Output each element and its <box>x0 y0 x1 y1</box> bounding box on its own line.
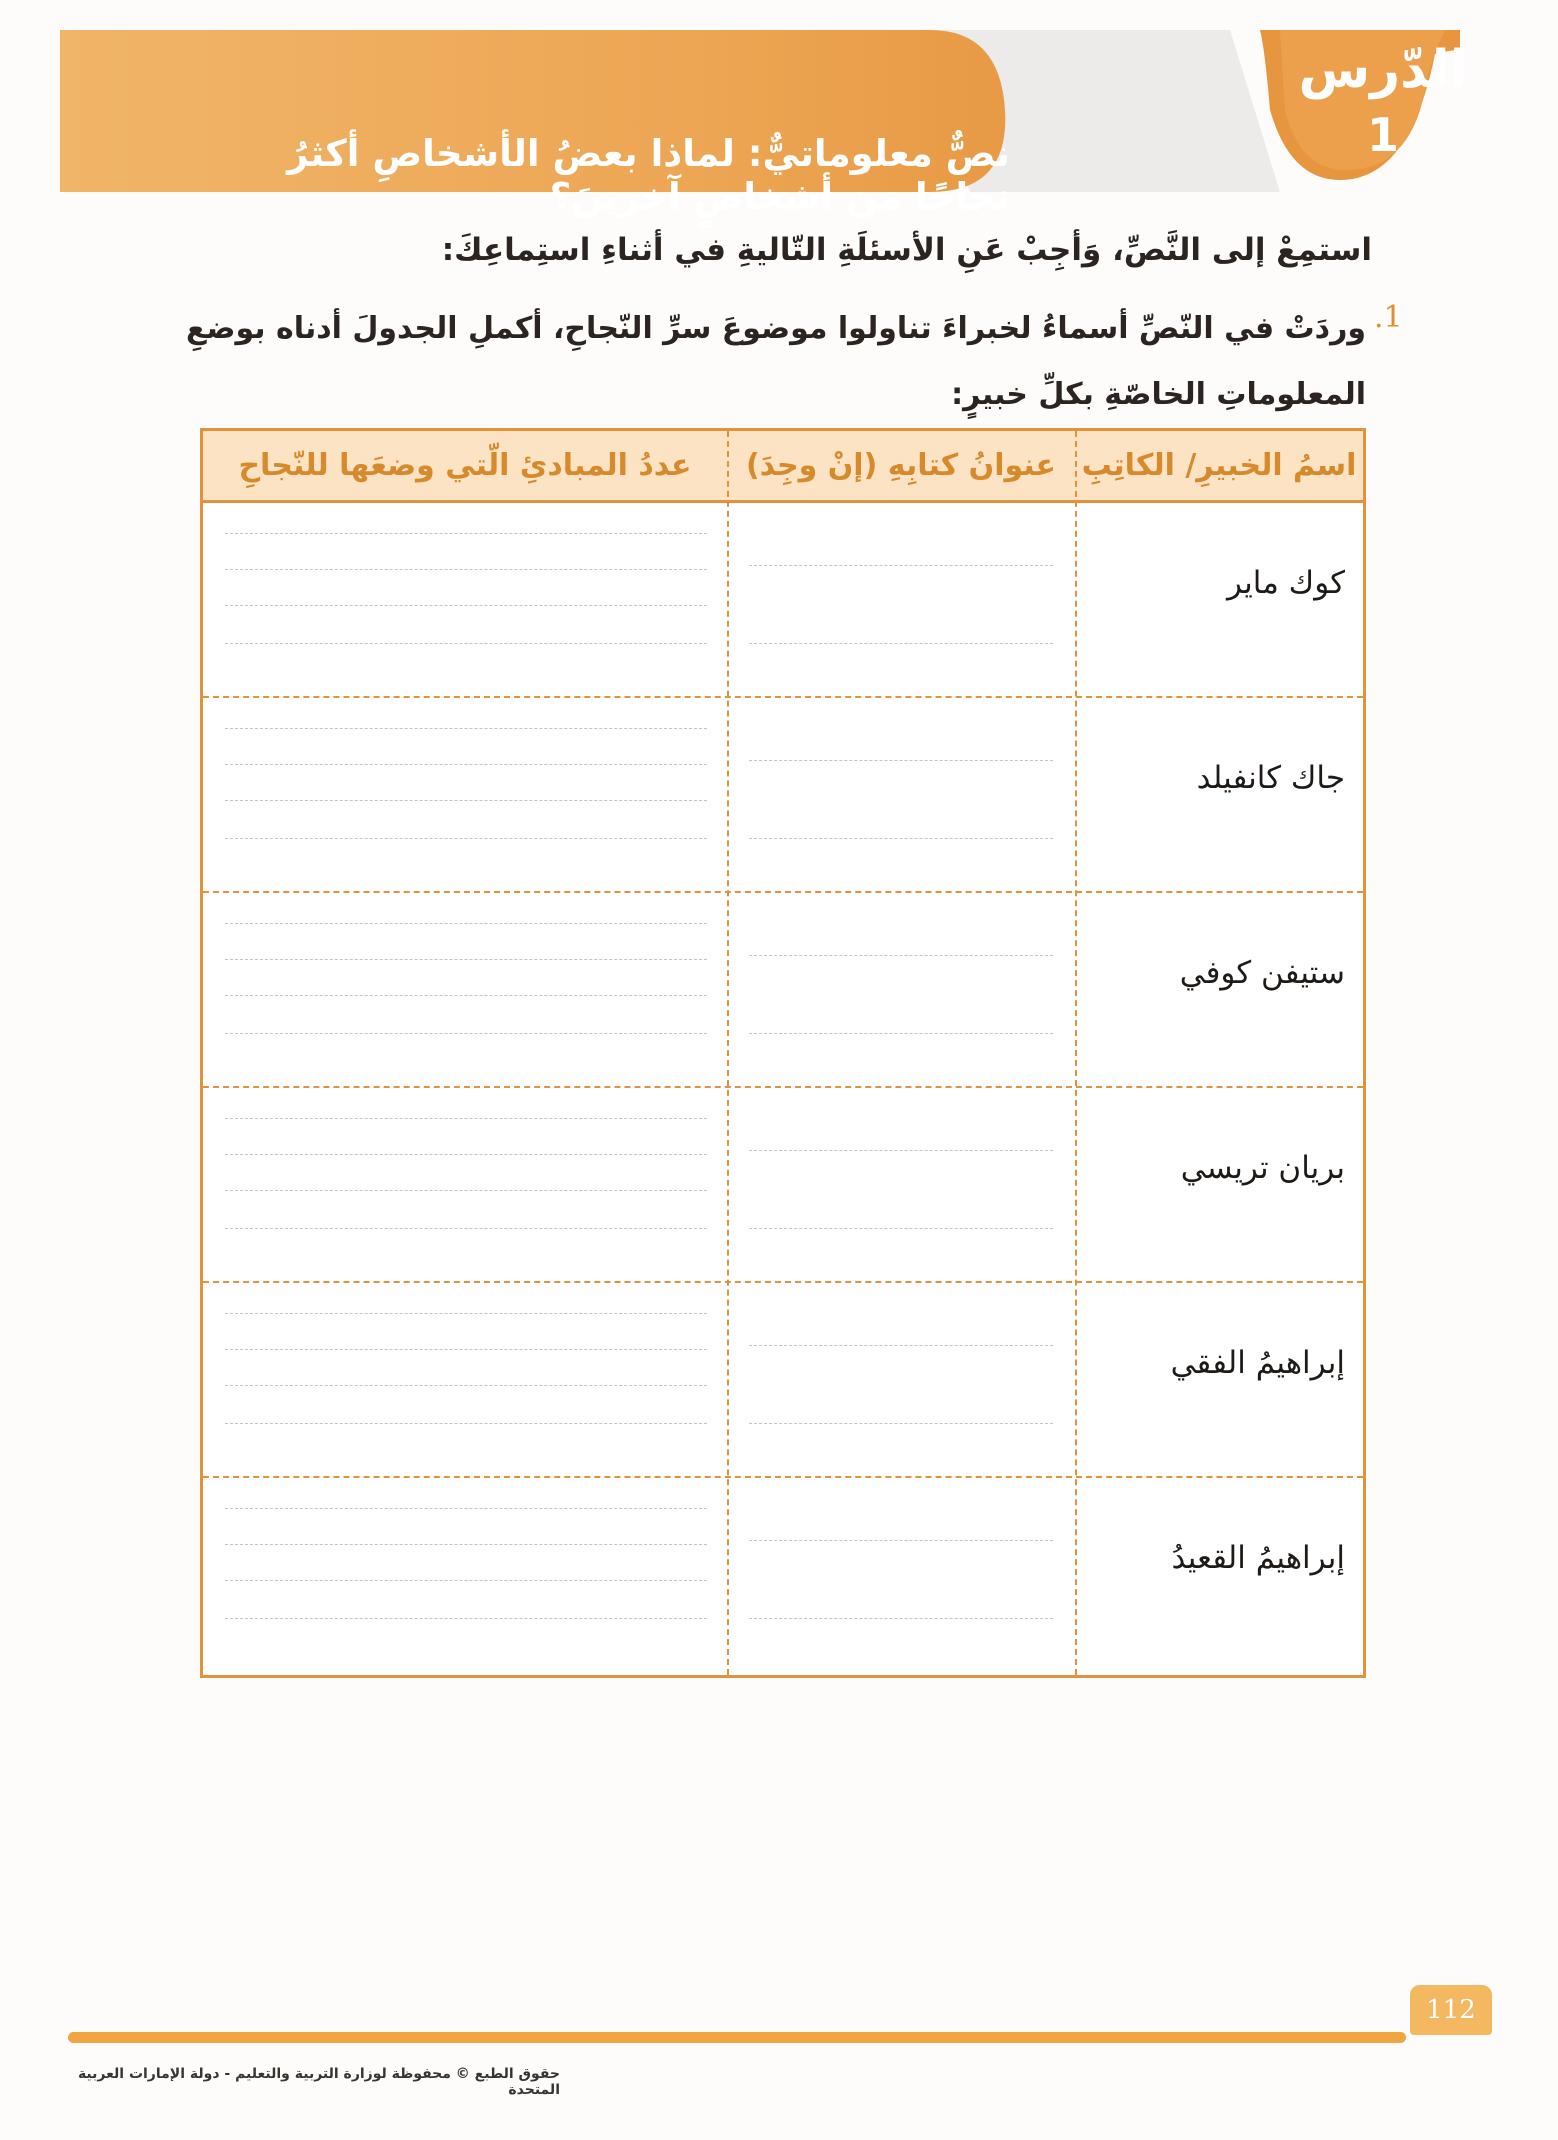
book-answer-line[interactable] <box>749 1033 1053 1034</box>
book-answer-line[interactable] <box>749 760 1053 761</box>
principles-answer-line[interactable] <box>225 1190 707 1191</box>
principles-answer-line[interactable] <box>225 569 707 570</box>
table-row <box>203 698 1363 893</box>
book-answer-line[interactable] <box>749 955 1053 956</box>
expert-name-cell: كوك ماير <box>1227 565 1345 601</box>
expert-name-cell: ستيفن كوفي <box>1179 955 1345 991</box>
book-answer-line[interactable] <box>749 643 1053 644</box>
principles-answer-line[interactable] <box>225 1349 707 1350</box>
principles-answer-line[interactable] <box>225 1423 707 1424</box>
book-answer-line[interactable] <box>749 1423 1053 1424</box>
principles-answer-line[interactable] <box>225 1118 707 1119</box>
principles-answer-line[interactable] <box>225 995 707 996</box>
book-answer-line[interactable] <box>749 1540 1053 1541</box>
principles-answer-line[interactable] <box>225 1313 707 1314</box>
column-header-expert-name: اسمُ الخبيرِ/ الكاتِبِ <box>1081 448 1357 483</box>
principles-answer-line[interactable] <box>225 1154 707 1155</box>
principles-answer-line[interactable] <box>225 800 707 801</box>
book-answer-line[interactable] <box>749 838 1053 839</box>
table-row <box>203 503 1363 698</box>
principles-answer-line[interactable] <box>225 605 707 606</box>
table-header-row <box>203 431 1363 503</box>
principles-answer-line[interactable] <box>225 1544 707 1545</box>
principles-answer-line[interactable] <box>225 1580 707 1581</box>
principles-answer-line[interactable] <box>225 764 707 765</box>
principles-answer-line[interactable] <box>225 1508 707 1509</box>
principles-answer-line[interactable] <box>225 643 707 644</box>
book-answer-line[interactable] <box>749 1345 1053 1346</box>
column-header-principles-count: عددُ المبادئِ الّتي وضعَها للنّجاحِ <box>238 448 692 483</box>
copyright-notice: حقوق الطبع © محفوظة لوزارة التربية والتعليم - دولة الإمارات العربية المتحدة <box>77 2066 560 2098</box>
table-row <box>203 1283 1363 1478</box>
experts-table <box>200 428 1366 1678</box>
lesson-title: نصٌّ معلوماتيٌّ: لماذا بعضُ الأشخاصِ أكثرُ نجاحًا من أشخاصٍ آخرينَ؟ <box>287 132 1010 218</box>
book-answer-line[interactable] <box>749 1228 1053 1229</box>
principles-answer-line[interactable] <box>225 728 707 729</box>
table-row <box>203 893 1363 1088</box>
table-row <box>203 1088 1363 1283</box>
page-number: 112 <box>1410 1985 1492 2035</box>
expert-name-cell: إبراهيمُ القعيدُ <box>1171 1540 1345 1576</box>
principles-answer-line[interactable] <box>225 1385 707 1386</box>
listening-instruction: استمِعْ إلى النَّصِّ، وَأجِبْ عَنِ الأسئلَةِ التّاليةِ في أثناءِ استِماعِكَ: <box>441 232 1372 268</box>
lesson-badge-number: 1 <box>1366 108 1399 162</box>
book-answer-line[interactable] <box>749 565 1053 566</box>
lesson-header <box>50 30 1460 218</box>
question-number: .1 <box>1374 300 1403 335</box>
book-answer-line[interactable] <box>749 1618 1053 1619</box>
table-row <box>203 1478 1363 1673</box>
book-answer-line[interactable] <box>749 1150 1053 1151</box>
principles-answer-line[interactable] <box>225 1033 707 1034</box>
expert-name-cell: جاك كانفيلد <box>1196 760 1345 796</box>
principles-answer-line[interactable] <box>225 923 707 924</box>
expert-name-cell: إبراهيمُ الفقي <box>1170 1345 1345 1381</box>
principles-answer-line[interactable] <box>225 1618 707 1619</box>
principles-answer-line[interactable] <box>225 1228 707 1229</box>
principles-answer-line[interactable] <box>225 533 707 534</box>
footer-bar <box>68 2032 1406 2043</box>
principles-answer-line[interactable] <box>225 838 707 839</box>
question-text: وردَتْ في النّصِّ أسماءُ لخبراءَ تناولوا موضوعَ سرِّ النّجاحِ، أكملِ الجدولَ أدناه بوضعِ المعلوماتِ الخاصّةِ بكلِّ خبيرٍ: <box>185 311 1366 412</box>
table-body <box>203 503 1363 1675</box>
principles-answer-line[interactable] <box>225 959 707 960</box>
lesson-badge-label: الدّرس <box>1298 40 1468 100</box>
column-header-book-title: عنوانُ كتابِهِ (إنْ وجِدَ) <box>745 448 1057 483</box>
expert-name-cell: بريان تريسي <box>1180 1150 1345 1186</box>
